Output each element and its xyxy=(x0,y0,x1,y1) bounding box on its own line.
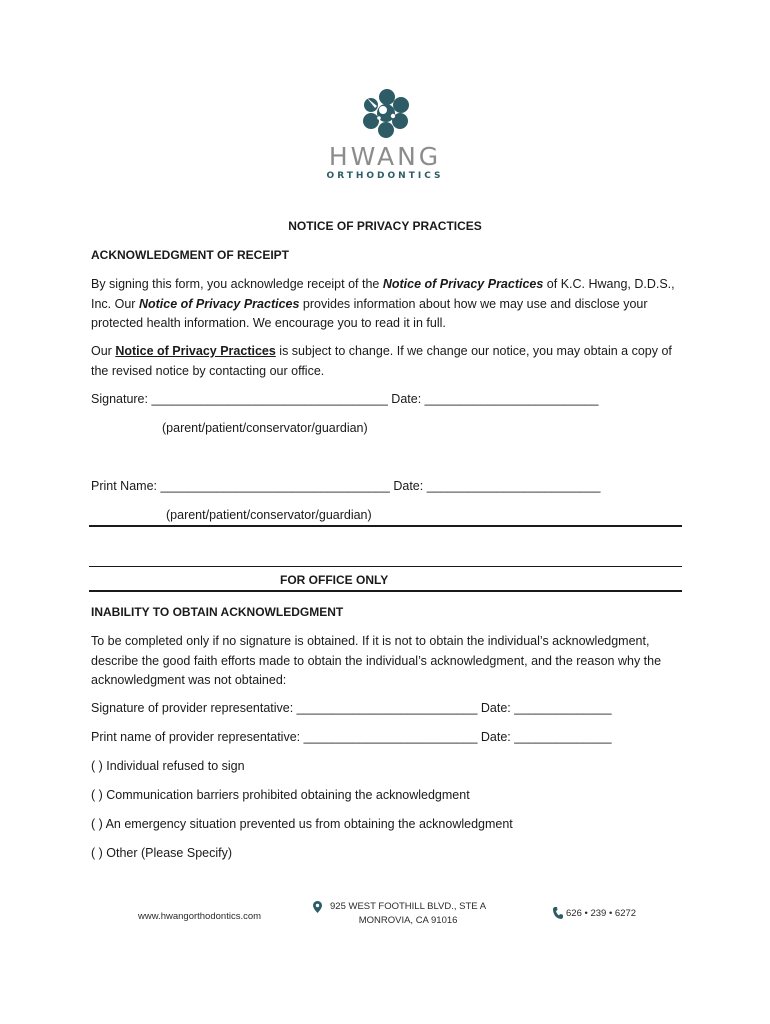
print-name-line[interactable]: Print Name: _________________________________ Date: _________________________ xyxy=(91,479,601,493)
office-box-top-rule xyxy=(89,566,682,567)
option-emergency[interactable]: ( ) An emergency situation prevented us from obtaining the acknowledgment xyxy=(91,817,513,831)
print-name-role-caption: (parent/patient/conservator/guardian) xyxy=(166,508,372,522)
location-pin-icon xyxy=(313,901,322,913)
flower-logo-icon xyxy=(357,88,413,140)
ack-paragraph-2 xyxy=(91,342,691,381)
option-communication-barriers[interactable]: ( ) Communication barriers prohibited obtaining the acknowledgment xyxy=(91,788,470,802)
office-only-title: FOR OFFICE ONLY xyxy=(280,573,389,587)
p2-text-1: Our xyxy=(91,344,116,358)
p2-underlined-notice: Notice of Privacy Practices xyxy=(115,344,276,358)
p1-text-1: By signing this form, you acknowledge receipt of the xyxy=(91,277,383,291)
office-instructions: To be completed only if no signature is obtained. If it is not to obtain the individual’s acknowledgment, describe the good faith efforts made to obtain the individual’s acknowledgment, and the reason why the acknowledgment was not obtained: xyxy=(91,634,662,687)
footer-website: www.hwangorthodontics.com xyxy=(138,911,262,922)
p1-text-2: of K.C. Hwang, D.D.S., Inc. Our xyxy=(91,277,675,311)
office-box-bottom-rule xyxy=(89,590,682,592)
p1-text-3: provides information about how we may use and disclose your protected health information. We encourage you to read it in full. xyxy=(91,296,648,330)
section-divider-top xyxy=(89,525,682,527)
signature-role-caption: (parent/patient/conservator/guardian) xyxy=(162,421,368,435)
brand-subtitle: ORTHODONTICS xyxy=(326,171,444,181)
option-other[interactable]: ( ) Other (Please Specify) xyxy=(91,846,233,860)
footer-phone: 626 • 239 • 6272 xyxy=(566,908,637,919)
footer-address xyxy=(330,900,486,928)
logo xyxy=(0,88,770,182)
p1-emphasis-1: Notice of Privacy Practices xyxy=(382,277,544,291)
p2-text-2: is subject to change. If we change our notice, you may obtain a copy of the revised notice by contacting our office. xyxy=(91,344,672,378)
ack-heading: ACKNOWLEDGMENT OF RECEIPT xyxy=(91,248,289,262)
inability-heading: INABILITY TO OBTAIN ACKNOWLEDGMENT xyxy=(91,605,344,619)
document-title: NOTICE OF PRIVACY PRACTICES xyxy=(288,219,482,233)
option-refused[interactable]: ( ) Individual refused to sign xyxy=(91,759,245,773)
p1-emphasis-2: Notice of Privacy Practices xyxy=(138,296,300,311)
address-line-1: 925 WEST FOOTHILL BLVD., STE A xyxy=(330,901,487,912)
address-line-2: MONROVIA, CA 91016 xyxy=(358,915,458,926)
provider-print-line[interactable]: Print name of provider representative: _________________________ Date: ______________ xyxy=(91,730,612,744)
phone-icon xyxy=(553,907,563,919)
provider-signature-line[interactable]: Signature of provider representative: __________________________ Date: ______________ xyxy=(91,701,612,715)
signature-line[interactable]: Signature: __________________________________ Date: _________________________ xyxy=(91,392,599,406)
brand-name: HWANG xyxy=(328,142,442,171)
ack-paragraph-1 xyxy=(91,275,691,334)
